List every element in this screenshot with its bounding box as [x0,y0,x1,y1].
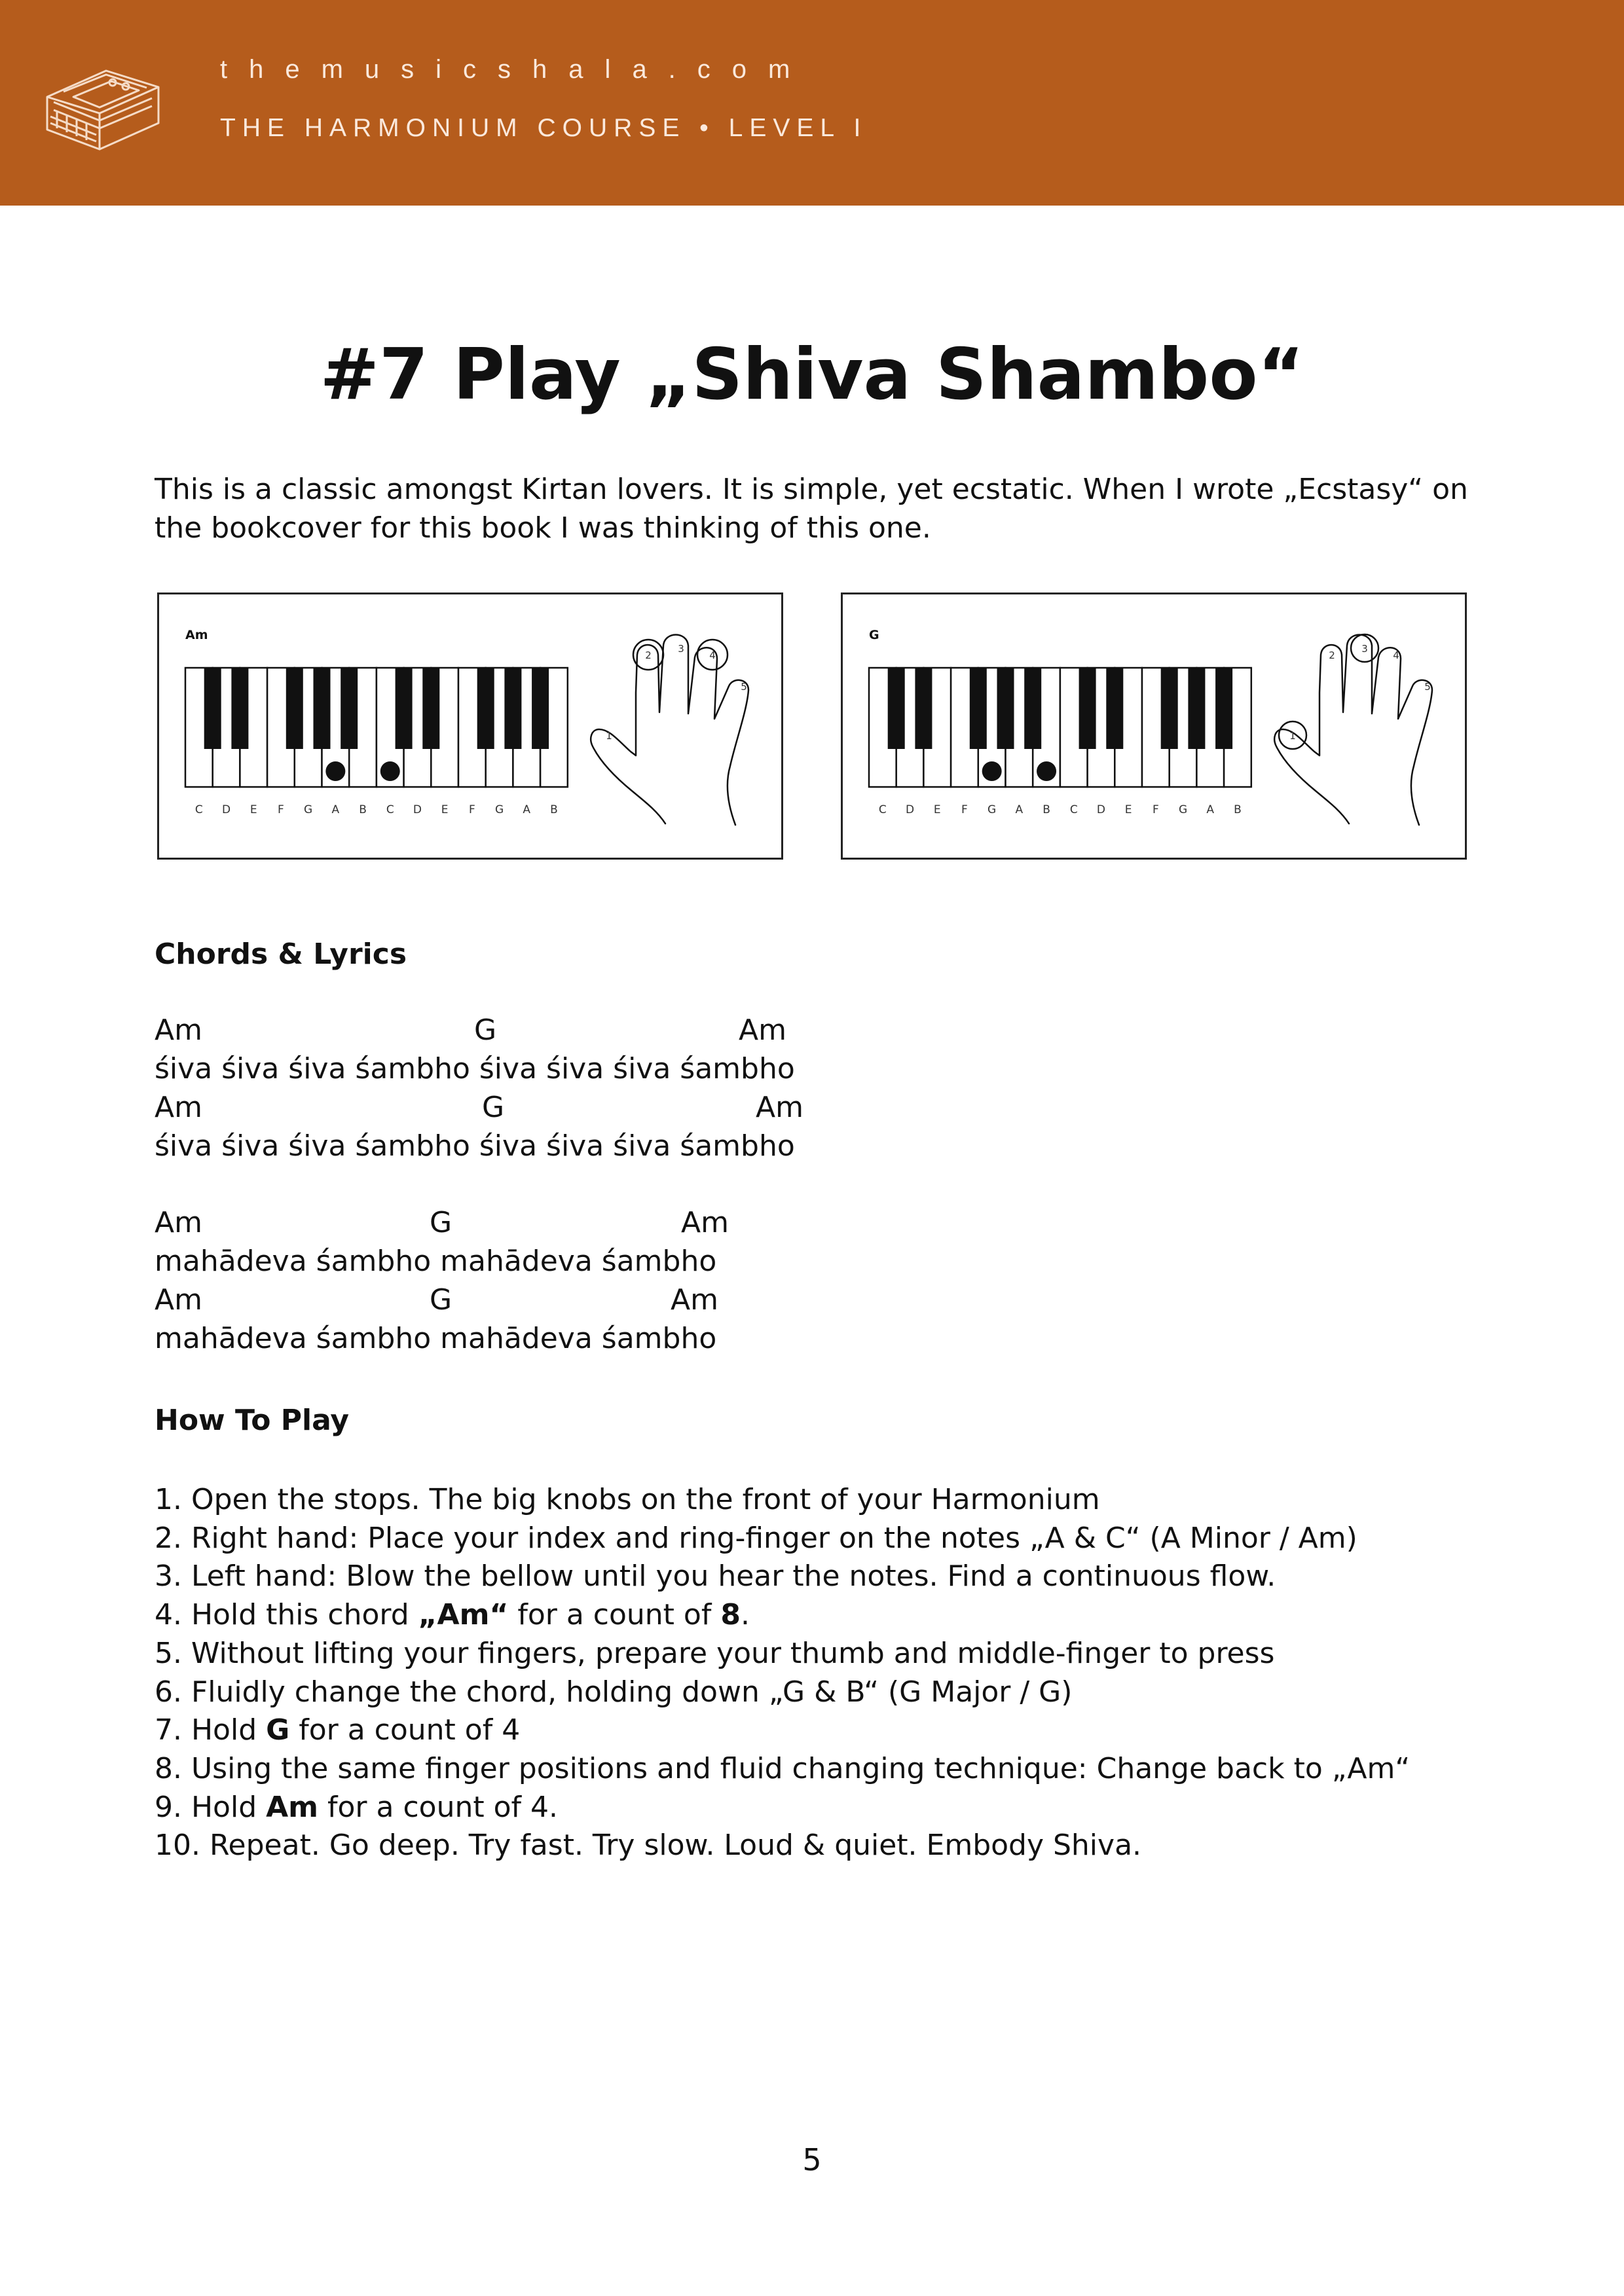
black-key [1024,668,1041,749]
key-label: C [194,803,203,816]
key-label: G [304,803,313,816]
finger-number: 4 [709,649,716,661]
black-key [396,668,413,749]
step-item: 8. Using the same finger positions and fluid changing technique: Change back to „Am“ [155,1751,1411,1785]
chord-label: G [430,1283,452,1317]
key-label: D [906,803,915,816]
harmonium-icon [34,51,165,156]
chord-diagram-g [841,592,1467,860]
key-label: B [359,803,367,816]
black-key [997,668,1014,749]
key-label: A [523,803,531,816]
key-label: E [441,803,449,816]
finger-number: 2 [645,649,652,661]
page-title: #7 Play „Shiva Shambo“ [320,334,1304,416]
key-label: A [1015,803,1024,816]
key-label: A [1206,803,1215,816]
pressed-note-dot [380,761,400,781]
finger-number: 3 [678,643,684,655]
chord-name: G [869,628,879,642]
black-key [532,668,549,749]
key-label: E [249,803,257,816]
key-label: D [222,803,231,816]
step-item: 7. Hold G for a count of 4 [155,1713,521,1747]
chord-label: Am [681,1206,729,1239]
key-label: F [961,803,968,816]
keyboard-diagram [159,594,785,862]
black-key [341,668,358,749]
step-item: 10. Repeat. Go deep. Try fast. Try slow. Loud & quiet. Embody Shiva. [155,1829,1142,1863]
black-key [204,668,221,749]
black-key [888,668,905,749]
black-key [1079,668,1096,749]
key-label: C [878,803,887,816]
site-name: themusicshala.com [220,55,812,84]
finger-number: 5 [1424,681,1431,693]
black-key [231,668,248,749]
step-item: 1. Open the stops. The big knobs on the front of your Harmonium [155,1483,1100,1516]
pressed-note-dot [325,761,345,781]
black-key [1215,668,1232,749]
chord-label: G [430,1206,452,1239]
key-label: B [1043,803,1050,816]
key-label: F [278,803,284,816]
lyric-line: mahādeva śambho mahādeva śambho [155,1322,717,1355]
black-key [1188,668,1205,749]
step-item: 2. Right hand: Place your index and ring-finger on the notes „A & C“ (A Minor / Am) [155,1521,1357,1555]
chord-label: Am [155,1206,202,1239]
key-label: A [331,803,340,816]
chord-name: Am [185,628,208,642]
key-label: E [1124,803,1132,816]
finger-number: 3 [1361,643,1368,655]
lyric-line: śiva śiva śiva śambho śiva śiva śiva śambho [155,1129,795,1163]
key-label: G [1178,803,1188,816]
key-label: D [1096,803,1105,816]
key-label: G [987,803,997,816]
key-label: G [494,803,504,816]
key-label: E [933,803,941,816]
keyboard-diagram [843,594,1469,862]
step-item: 9. Hold Am for a count of 4. [155,1790,558,1824]
chords-lyrics-heading: Chords & Lyrics [155,938,407,971]
chord-label: Am [671,1283,718,1317]
black-key [314,668,331,749]
step-item: 6. Fluidly change the chord, holding down „G & B“ (G Major / G) [155,1675,1073,1709]
key-label: F [1152,803,1159,816]
chord-label: Am [756,1091,803,1124]
key-label: D [413,803,422,816]
page-header [0,0,1624,206]
finger-number: 1 [606,730,612,742]
black-key [1106,668,1123,749]
black-key [286,668,303,749]
black-key [477,668,494,749]
steps-list [155,1481,1410,1865]
chord-label: Am [155,1283,202,1317]
pressed-note-dot [1037,761,1056,781]
page-number: 5 [802,2142,822,2178]
step-item: 4. Hold this chord „Am“ for a count of 8. [155,1598,750,1632]
black-key [915,668,932,749]
hand-outline [1274,635,1432,826]
pressed-note-dot [982,761,1002,781]
lyric-line: mahādeva śambho mahādeva śambho [155,1245,717,1278]
black-key [504,668,521,749]
chord-label: Am [155,1091,202,1124]
chord-label: G [474,1013,497,1047]
course-name: THE HARMONIUM COURSE • LEVEL I [220,114,868,142]
key-label: B [550,803,558,816]
key-label: C [386,803,394,816]
chord-diagram-am [157,592,783,860]
chord-label: Am [155,1013,202,1047]
step-item: 3. Left hand: Blow the bellow until you hear the notes. Find a continuous flow. [155,1559,1276,1594]
black-key [1161,668,1178,749]
black-key [422,668,439,749]
finger-number: 1 [1289,730,1296,742]
finger-number: 5 [741,681,747,693]
how-to-play-heading: How To Play [155,1404,350,1437]
key-label: C [1069,803,1078,816]
intro-paragraph: This is a classic amongst Kirtan lovers. It is simple, yet ecstatic. When I wrote „Ecstasy“ on the bookcover for this book I was thinking of this one. [155,473,1468,545]
finger-number: 4 [1393,649,1399,661]
chord-label: Am [739,1013,786,1047]
step-item: 5. Without lifting your fingers, prepare your thumb and middle-finger to press [155,1636,1275,1670]
key-label: F [468,803,475,816]
finger-number: 2 [1329,649,1335,661]
key-label: B [1234,803,1242,816]
chord-label: G [482,1091,505,1124]
black-key [970,668,987,749]
lyric-line: śiva śiva śiva śambho śiva śiva śiva śambho [155,1052,795,1085]
